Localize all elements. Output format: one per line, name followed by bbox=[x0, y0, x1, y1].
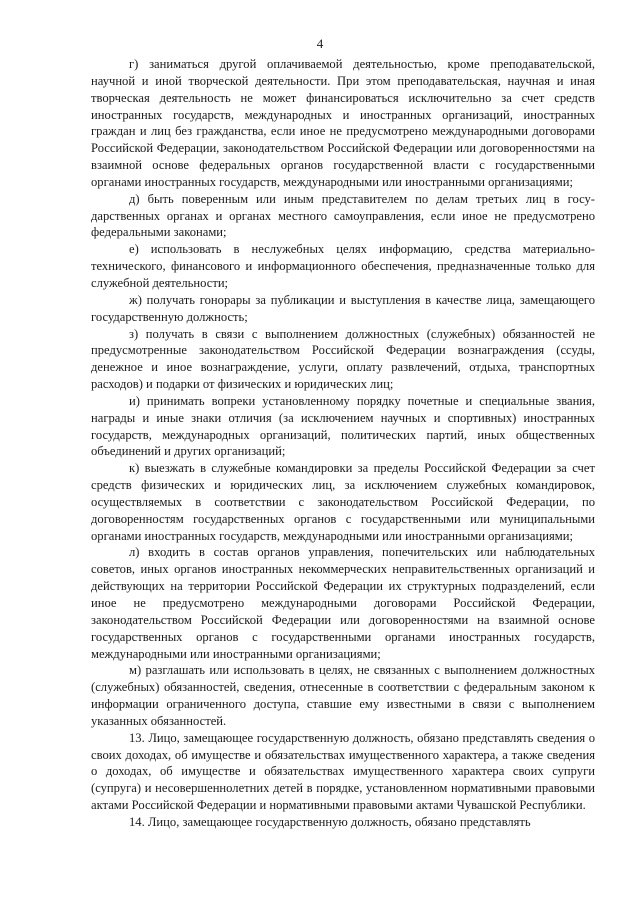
document-body bbox=[91, 56, 595, 831]
paragraph-k: к) выезжать в служебные командировки за пределы Российской Федерации за счет средств физических и юридических лиц, за исключением служебных командировок, осуществляемых в соответствии с законодательством Российской Федерации, по договоренностям государственных органов с государственными или муниципальными органами иностранных государств, международными или иностранными организациями; bbox=[91, 461, 595, 543]
paragraph-14: 14. Лицо, замещающее государственную должность, обязано представлять bbox=[129, 814, 531, 829]
paragraph-z: з) получать в связи с выполнением должностных (служебных) обязанностей не предусмотренные законодательством Российской Федерации вознаграждения (ссуды, денежное и иное вознаграждение, услуги, оплату развлечений, отдыха, транспортных расходов) и подарки от физических и юридических лиц; bbox=[91, 326, 595, 392]
paragraph-g: г) заниматься другой оплачиваемой деятельностью, кроме преподавательской, научной и иной творческой деятельности. При этом преподавательская, научная и иная творческая деятельность не может финансироваться исключительно за счет средств иностранных государств, международных и иностранных организаций, иностранных граждан и лиц без гражданства, если иное не предусмотрено международными договорами Российской Федерации, законодательством Российской Федерации или договоренностями на взаимной основе федеральных органов государственной власти с государственными органами иностранных государств, международными или иностранными организациями; bbox=[91, 57, 595, 189]
paragraph-l: л) входить в состав органов управления, попечительских или наблюдательных советов, иных органов иностранных некоммерческих неправительственных организаций и действующих на территории Российской Федерации их структурных подразделений, если иное не предусмотрено международными договорами Российской Федерации, законодательством Российской Федерации или договоренностями на взаимной основе государственных органов с государственными органами иностранных государств, международными или иностранными организациями; bbox=[91, 545, 595, 661]
paragraph-i: и) принимать вопреки установленному порядку почетные и специальные звания, награды и иные знаки отличия (за исключением научных и спортивных) иностранных государств, международных организаций, политических партий, иных общественных объединений и других организаций; bbox=[91, 393, 595, 459]
paragraph-e: е) использовать в неслужебных целях информацию, средства материально-технического, финансового и информационного обеспечения, предназначенные только для служебной деятельности; bbox=[91, 242, 595, 290]
paragraph-13: 13. Лицо, замещающее государственную должность, обязано представлять сведения о своих доходах, об имуществе и обязательствах имущественного характера, а также сведения о доходах, об имуществе и обязательствах имущественного характера своих супруги (супруга) и несовершеннолетних детей в порядке, установленном нормативными правовыми актами Российской Федерации и нормативными правовыми актами Чувашской Республики. bbox=[91, 730, 595, 813]
page-number: 4 bbox=[316, 36, 324, 51]
paragraph-d: д) быть поверенным или иным представителем по делам третьих лиц в государственных органах и органах местного самоуправления, если иное не предусмотрено федеральными законами; bbox=[91, 191, 595, 240]
paragraph-m: м) разглашать или использовать в целях, не связанных с выполнением должностных (служебных) обязанностей, сведения, отнесенные в соответствии с федеральным законом к информации ограниченного доступа, ставшие ему известными в связи с выполнением указанных обязанностей. bbox=[91, 663, 595, 728]
paragraph-zh: ж) получать гонорары за публикации и выступления в качестве лица, замещающего государственную должность; bbox=[91, 292, 595, 324]
